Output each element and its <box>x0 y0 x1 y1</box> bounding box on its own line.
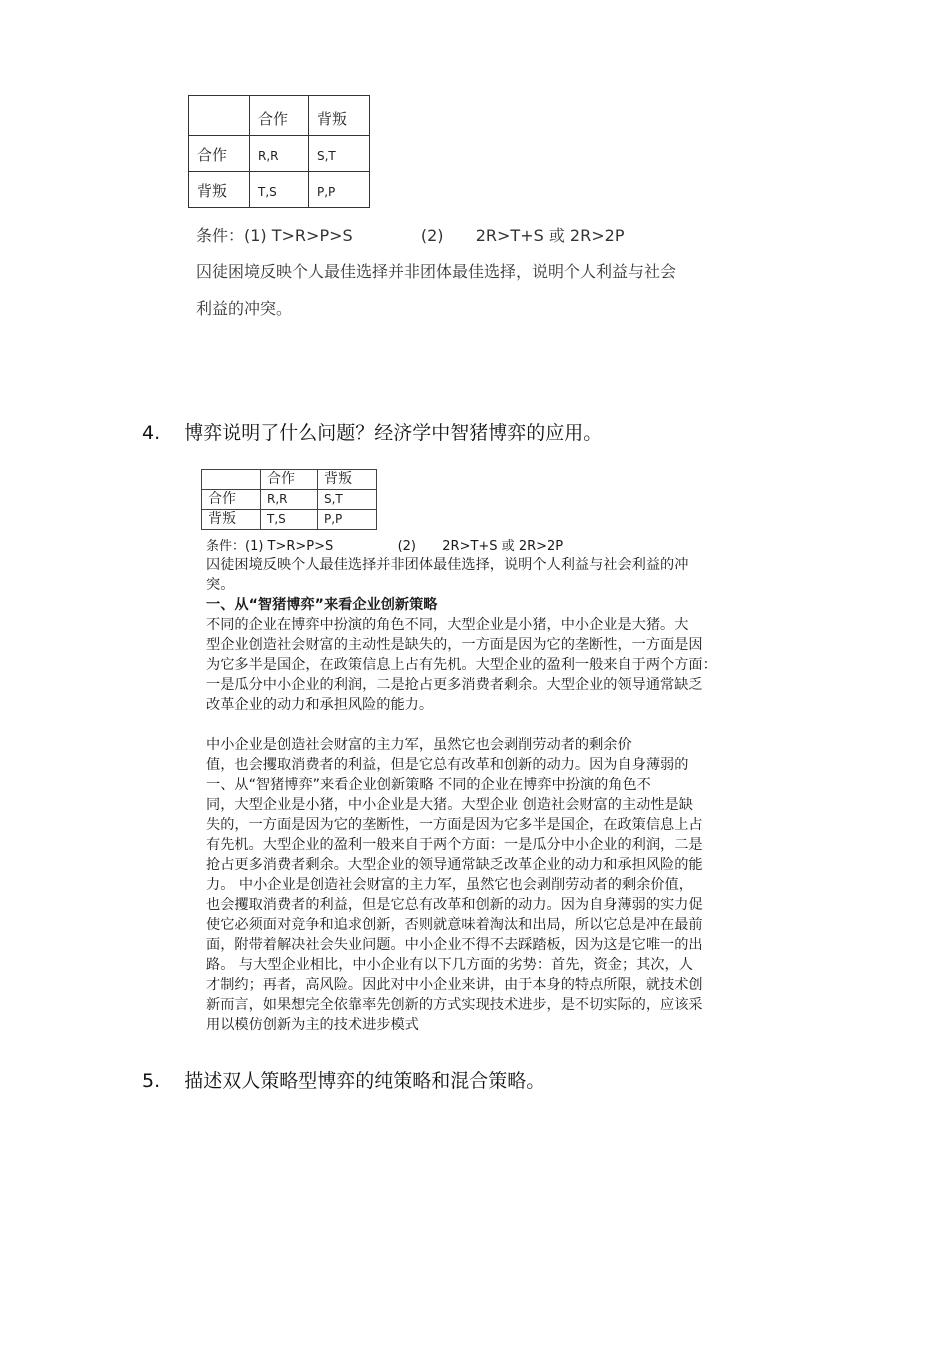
condition-1-part-2: (2) <box>420 226 444 245</box>
text-line: 有先机。大型企业的盈利一般来自于两个方面：一是瓜分中小企业的利润，二是 <box>206 837 703 853</box>
embedded-text-block <box>206 555 762 1035</box>
table2-header-betray: 背叛 <box>318 470 377 490</box>
table1-cell: R,R <box>250 136 309 172</box>
question-4 <box>142 418 602 445</box>
payoff-table-2 <box>201 469 377 530</box>
condition-1-part-1: 条件：(1) T>R>P>S <box>196 226 353 245</box>
text-line: 抢占更多消费者剩余。大型企业的领导通常缺乏改革企业的动力和承担风险的能 <box>206 857 703 873</box>
text-line: 面，附带着解决社会失业问题。中小企业不得不去踩踏板，因为这是它唯一的出 <box>206 937 703 953</box>
table2-row-label-cooperate: 合作 <box>202 490 261 510</box>
table2-cell: R,R <box>261 490 318 510</box>
text-line: 改革企业的动力和承担风险的能力。 <box>206 697 434 713</box>
text-line: 使它必须面对竞争和追求创新，否则就意味着淘汰和出局，所以它总是冲在最前 <box>206 917 703 933</box>
table1-row-label-betray: 背叛 <box>189 172 250 208</box>
paragraph-1-line-2: 利益的冲突。 <box>196 299 293 318</box>
table1-header-cooperate: 合作 <box>250 96 309 136</box>
condition-1-part-3: 2R>T+S 或 2R>2P <box>475 226 625 245</box>
text-line: 囚徒困境反映个人最佳选择并非团体最佳选择，说明个人利益与社会利益的冲 <box>206 557 689 573</box>
text-line: 失的，一方面是因为它的垄断性，一方面是因为它多半是国企，在政策信息上占 <box>206 817 703 833</box>
section-heading: 一、从“智猪博弈”来看企业创新策略 <box>206 597 438 613</box>
text-line: 也会攫取消费者的利益，但是它总有改革和创新的动力。因为自身薄弱的实力促 <box>206 897 703 913</box>
text-line: 新而言，如果想完全依靠率先创新的方式实现技术进步，是不切实际的，应该采 <box>206 997 703 1013</box>
condition-2-part-3: 2R>T+S 或 2R>2P <box>442 539 564 554</box>
table2-row-label-betray: 背叛 <box>202 510 261 530</box>
table1-cell: S,T <box>309 136 370 172</box>
question-4-number: 4. <box>142 422 161 444</box>
text-line: 值，也会攫取消费者的利益，但是它总有改革和创新的动力。因为自身薄弱的 <box>206 757 689 773</box>
text-line: 突。 <box>206 577 235 593</box>
condition-2-part-1: 条件：(1) T>R>P>S <box>206 539 334 554</box>
table1-cell: P,P <box>309 172 370 208</box>
table1-row-label-cooperate: 合作 <box>189 136 250 172</box>
text-line: 为它多半是国企，在政策信息上占有先机。大型企业的盈利一般来自于两个方面： <box>206 657 717 673</box>
question-5-text: 描述双人策略型博弈的纯策略和混合策略。 <box>184 1070 546 1092</box>
table2-cell: S,T <box>318 490 377 510</box>
text-line: 型企业创造社会财富的主动性是缺失的，一方面是因为它的垄断性，一方面是因 <box>206 637 703 653</box>
table1-header-betray: 背叛 <box>309 96 370 136</box>
question-4-text: 博弈说明了什么问题？经济学中智猪博弈的应用。 <box>184 422 603 444</box>
condition-line-2 <box>206 535 563 554</box>
text-line: 一、从“智猪博弈”来看企业创新策略 不同的企业在博弈中扮演的角色不 <box>206 777 651 793</box>
text-line: 一是瓜分中小企业的利润，二是抢占更多消费者剩余。大型企业的领导通常缺乏 <box>206 677 703 693</box>
text-line: 用以模仿创新为主的技术进步模式 <box>206 1017 419 1033</box>
payoff-table-1 <box>188 95 370 208</box>
text-line: 不同的企业在博弈中扮演的角色不同，大型企业是小猪，中小企业是大猪。大 <box>206 617 689 633</box>
table2-cell: T,S <box>261 510 318 530</box>
table1-corner-cell <box>189 96 250 136</box>
table2-cell: P,P <box>318 510 377 530</box>
text-line: 才制约；再者，高风险。因此对中小企业来讲，由于本身的特点所限，就技术创 <box>206 977 703 993</box>
blank-line <box>206 715 762 735</box>
condition-2-part-2: (2) <box>397 539 416 554</box>
table1-cell: T,S <box>250 172 309 208</box>
text-line: 力。 中小企业是创造社会财富的主力军，虽然它也会剥削劳动者的剩余价值， <box>206 877 693 893</box>
table2-header-cooperate: 合作 <box>261 470 318 490</box>
text-line: 路。 与大型企业相比，中小企业有以下几方面的劣势：首先，资金；其次，人 <box>206 957 693 973</box>
paragraph-1-line-1: 囚徒困境反映个人最佳选择并非团体最佳选择，说明个人利益与社会 <box>196 262 677 281</box>
question-5 <box>142 1066 545 1093</box>
table2-corner-cell <box>202 470 261 490</box>
text-line: 同，大型企业是小猪，中小企业是大猪。大型企业 创造社会财富的主动性是缺 <box>206 797 693 813</box>
condition-line-1 <box>196 226 624 246</box>
text-line: 中小企业是创造社会财富的主力军，虽然它也会剥削劳动者的剩余价 <box>206 737 632 753</box>
question-5-number: 5. <box>142 1070 161 1092</box>
